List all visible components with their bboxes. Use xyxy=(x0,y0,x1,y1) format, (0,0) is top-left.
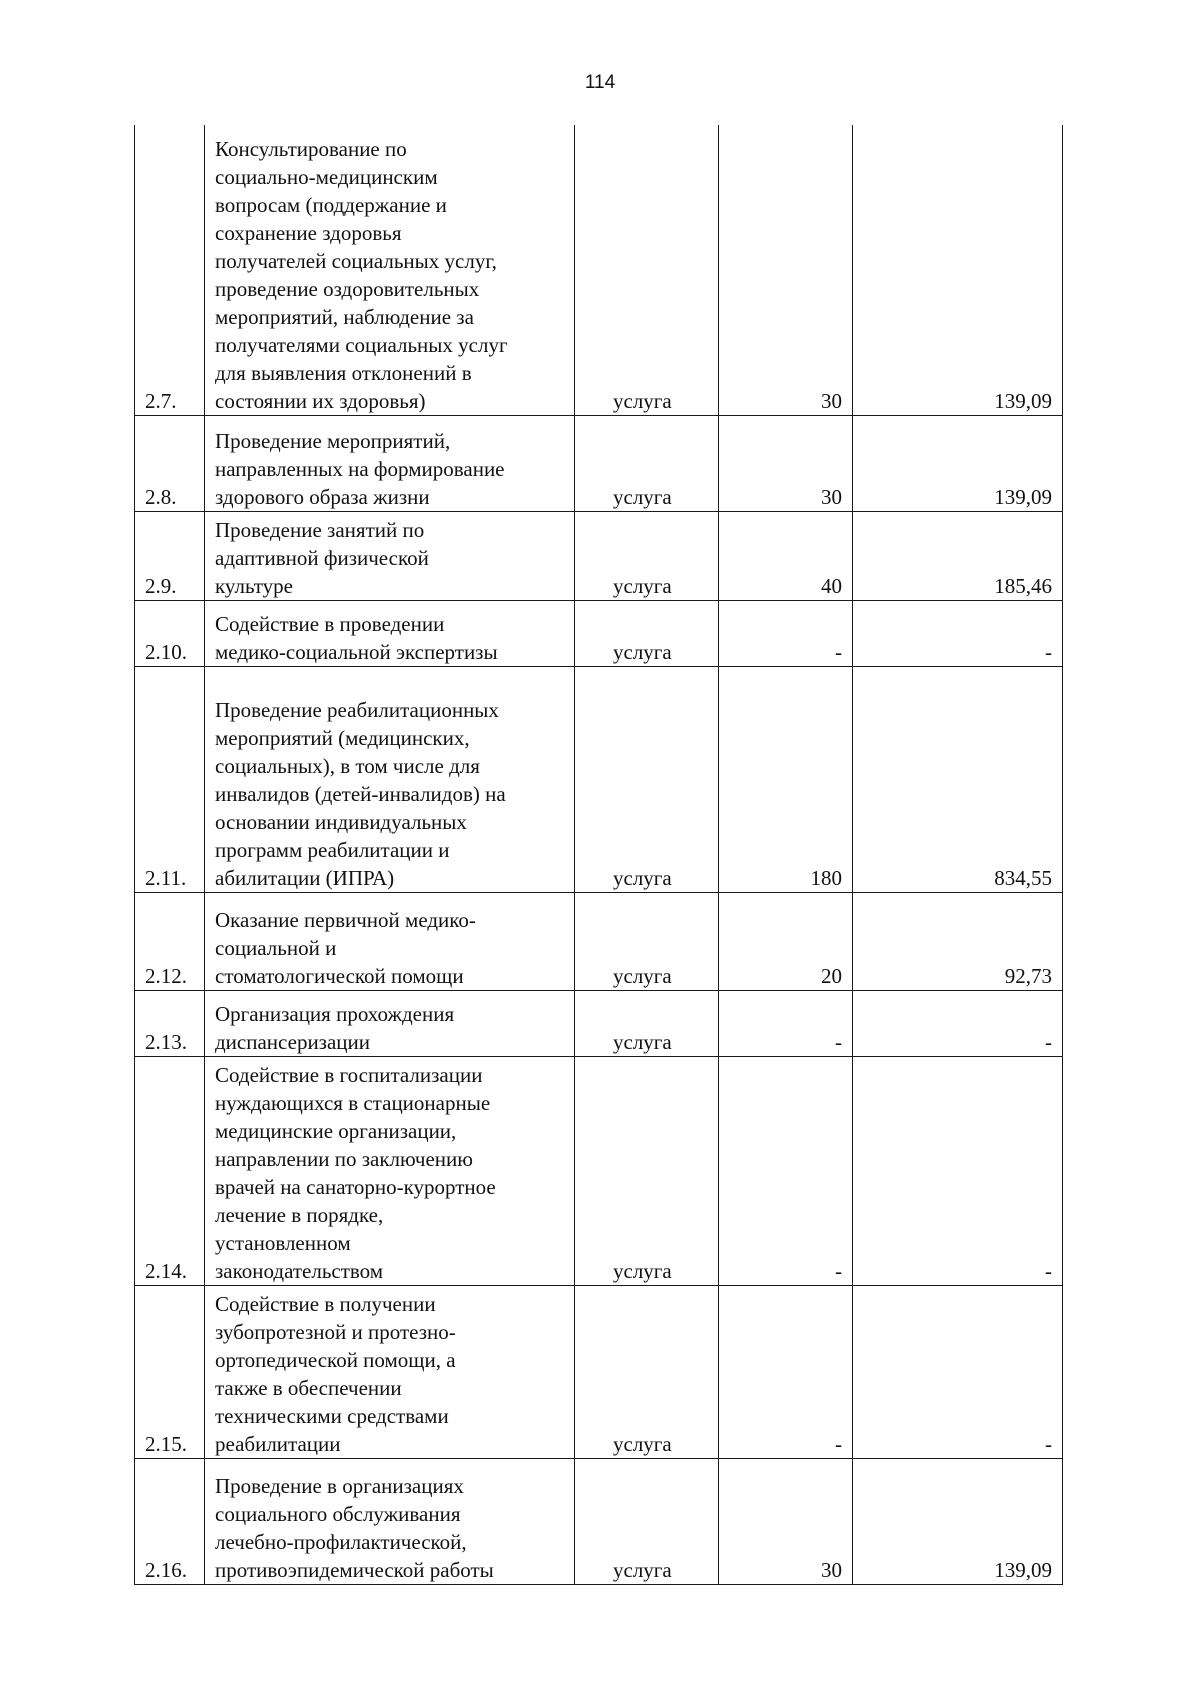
service-description: Организация прохождения диспансеризации xyxy=(205,990,575,1056)
table-row xyxy=(135,892,1063,990)
table-row xyxy=(135,1458,1063,1584)
table-row xyxy=(135,415,1063,511)
row-number: 2.16. xyxy=(135,1458,205,1584)
price-cell: 139,09 xyxy=(853,1458,1063,1584)
unit-cell: услуга xyxy=(575,666,719,892)
quantity-cell: - xyxy=(719,1285,853,1458)
row-number: 2.9. xyxy=(135,511,205,600)
service-description: Проведение занятий по адаптивной физической культуре xyxy=(205,511,575,600)
table-row xyxy=(135,666,1063,892)
service-description: Оказание первичной медико- социальной и стоматологической помощи xyxy=(205,892,575,990)
quantity-cell: 30 xyxy=(719,1458,853,1584)
row-number: 2.13. xyxy=(135,990,205,1056)
quantity-cell: - xyxy=(719,990,853,1056)
service-description: Содействие в получении зубопротезной и протезно- ортопедической помощи, а также в обеспечении техническими средствами реабилитации xyxy=(205,1285,575,1458)
unit-cell: услуга xyxy=(575,1458,719,1584)
price-cell: 834,55 xyxy=(853,666,1063,892)
service-description: Проведение реабилитационных мероприятий (медицинских, социальных), в том числе для инвалидов (детей-инвалидов) на основании индивидуальных программ реабилитации и абилитации (ИПРА) xyxy=(205,666,575,892)
row-number: 2.14. xyxy=(135,1056,205,1285)
price-cell: - xyxy=(853,1056,1063,1285)
table-row xyxy=(135,511,1063,600)
services-table xyxy=(134,125,1063,1585)
service-description: Содействие в проведении медико-социальной экспертизы xyxy=(205,600,575,666)
service-description: Проведение мероприятий, направленных на формирование здорового образа жизни xyxy=(205,415,575,511)
row-number: 2.12. xyxy=(135,892,205,990)
table-row xyxy=(135,1285,1063,1458)
unit-cell: услуга xyxy=(575,990,719,1056)
table-row xyxy=(135,600,1063,666)
quantity-cell: 180 xyxy=(719,666,853,892)
table-row xyxy=(135,125,1063,415)
table-row xyxy=(135,990,1063,1056)
unit-cell: услуга xyxy=(575,1056,719,1285)
service-description: Содействие в госпитализации нуждающихся в стационарные медицинские организации, направлении по заключению врачей на санаторно-курортное лечение в порядке, установленном законодательством xyxy=(205,1056,575,1285)
row-number: 2.8. xyxy=(135,415,205,511)
unit-cell: услуга xyxy=(575,511,719,600)
price-cell: 139,09 xyxy=(853,125,1063,415)
row-number: 2.11. xyxy=(135,666,205,892)
service-description: Проведение в организациях социального обслуживания лечебно-профилактической, противоэпидемической работы xyxy=(205,1458,575,1584)
quantity-cell: 20 xyxy=(719,892,853,990)
unit-cell: услуга xyxy=(575,892,719,990)
page-number: 114 xyxy=(584,72,616,93)
table-row xyxy=(135,1056,1063,1285)
unit-cell: услуга xyxy=(575,600,719,666)
quantity-cell: 30 xyxy=(719,415,853,511)
row-number: 2.15. xyxy=(135,1285,205,1458)
service-description: Консультирование по социально-медицинским вопросам (поддержание и сохранение здоровья получателей социальных услуг, проведение оздоровительных мероприятий, наблюдение за получателями социальных услуг для выявления отклонений в состоянии их здоровья) xyxy=(205,125,575,415)
unit-cell: услуга xyxy=(575,125,719,415)
price-cell: - xyxy=(853,1285,1063,1458)
unit-cell: услуга xyxy=(575,1285,719,1458)
quantity-cell: - xyxy=(719,1056,853,1285)
row-number: 2.7. xyxy=(135,125,205,415)
quantity-cell: 30 xyxy=(719,125,853,415)
price-cell: - xyxy=(853,600,1063,666)
quantity-cell: 40 xyxy=(719,511,853,600)
price-cell: - xyxy=(853,990,1063,1056)
quantity-cell: - xyxy=(719,600,853,666)
price-cell: 139,09 xyxy=(853,415,1063,511)
price-cell: 92,73 xyxy=(853,892,1063,990)
unit-cell: услуга xyxy=(575,415,719,511)
row-number: 2.10. xyxy=(135,600,205,666)
price-cell: 185,46 xyxy=(853,511,1063,600)
